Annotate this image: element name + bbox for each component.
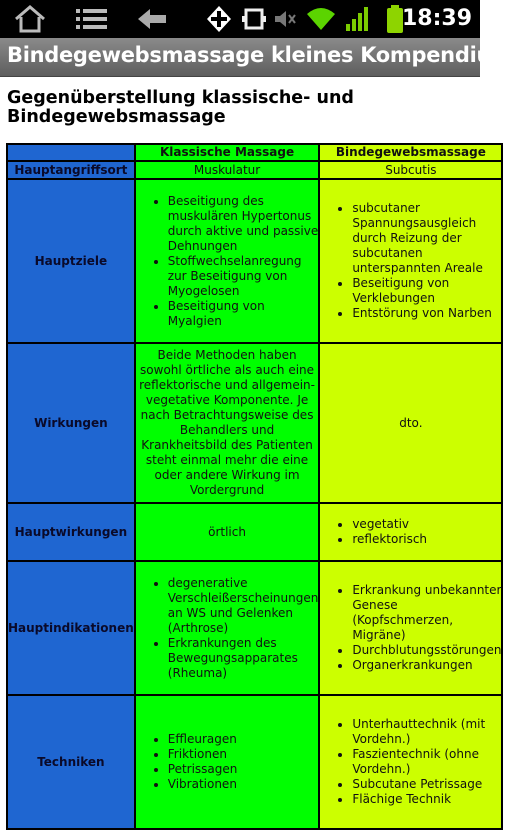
status-bar [0,0,480,38]
connective-list [320,717,501,807]
connective-cell: Subcutis [320,162,501,178]
list-item: • Unterhauttechnik (mit Vordehn.) [352,717,501,747]
screenshot-icon [240,4,268,34]
app-title-bar [0,38,513,77]
list-item: • Subcutane Petrissage [352,777,501,792]
back-icon[interactable] [134,4,170,34]
table-row [8,162,501,178]
classic-cell [136,180,319,342]
list-item: • Entstörung von Narben [352,306,501,321]
row-label: Hauptangriffsort [8,162,134,178]
row-label: Techniken [8,696,134,828]
table-row [8,696,501,828]
list-item: • reflektorisch [352,532,501,547]
list-item: • Vibrationen [168,777,319,792]
table-row [8,504,501,560]
home-icon[interactable] [10,4,50,34]
list-item: • Flächige Technik [352,792,501,807]
page-heading: Gegenüberstellung klassische- und Bindegewebsmassage [7,88,354,127]
wifi-icon [304,4,338,34]
list-item: • degenerative Verschleißerscheinungen an WS und Gelenken (Arthrose) [168,576,319,636]
list-item: • Organerkrankungen [352,658,501,673]
list-item: • Durchblutungsstörungen [352,643,501,658]
classic-cell: örtlich [136,504,319,560]
list-item: • subcutaner Spannungsausgleich durch Reizung der subcutanen unterspannten Areale [352,201,501,276]
status-time: 18:39 [401,6,472,31]
classic-list [136,732,319,792]
table-row [8,180,501,342]
classic-cell: Beide Methoden haben sowohl örtliche als auch eine reflektorische und allgemein-vegetative Komponente. Je nach Betrachtungsweise des Behandlers und Krankheitsbild des Patienten steht einmal mehr die eine oder andere Wirkung im Vordergrund [136,344,319,502]
classic-cell: Muskulatur [136,162,319,178]
header-connective: Bindegewebsmassage [320,145,501,160]
row-label: Hauptziele [8,180,134,342]
classic-list [136,576,319,681]
mute-icon [272,4,298,34]
list-item: • Stoffwechselanregung zur Beseitigung von Myogelosen [168,254,319,299]
row-label: Hauptindikationen [8,562,134,694]
connective-list [320,201,501,321]
list-item: • Petrissagen [168,762,319,777]
connective-list [320,583,501,673]
classic-cell [136,562,319,694]
add-icon[interactable] [204,4,234,34]
app-title: Bindegewebsmassage kleines Kompendium [7,43,513,67]
menu-icon[interactable] [74,4,110,34]
list-item: • Erkrankung unbekannter Genese (Kopfschmerzen, Migräne) [352,583,501,643]
classic-list [136,194,319,329]
connective-cell [320,504,501,560]
list-item: • Beseitigung von Myalgien [168,299,319,329]
classic-cell [136,696,319,828]
page-content[interactable] [0,77,502,806]
list-item: • Beseitigung des muskulären Hypertonus durch aktive und passive Dehnungen [168,194,319,254]
list-item: • Erkrankungen des Bewegungsapparates (Rheuma) [168,636,319,681]
connective-cell [320,696,501,828]
list-item: • Faszientechnik (ohne Vordehn.) [352,747,501,777]
connective-list [320,517,501,547]
table-row [8,562,501,694]
list-item: • Effleuragen [168,732,319,747]
list-item: • Beseitigung von Verklebungen [352,276,501,306]
table-header-row [8,145,501,160]
header-empty-cell [8,145,134,160]
connective-cell [320,562,501,694]
comparison-table [6,143,503,830]
row-label: Wirkungen [8,344,134,502]
connective-cell: dto. [320,344,501,502]
list-item: • Friktionen [168,747,319,762]
header-classic: Klassische Massage [136,145,319,160]
table-row [8,344,501,502]
row-label: Hauptwirkungen [8,504,134,560]
list-item: • vegetativ [352,517,501,532]
signal-icon [344,4,372,34]
connective-cell [320,180,501,342]
